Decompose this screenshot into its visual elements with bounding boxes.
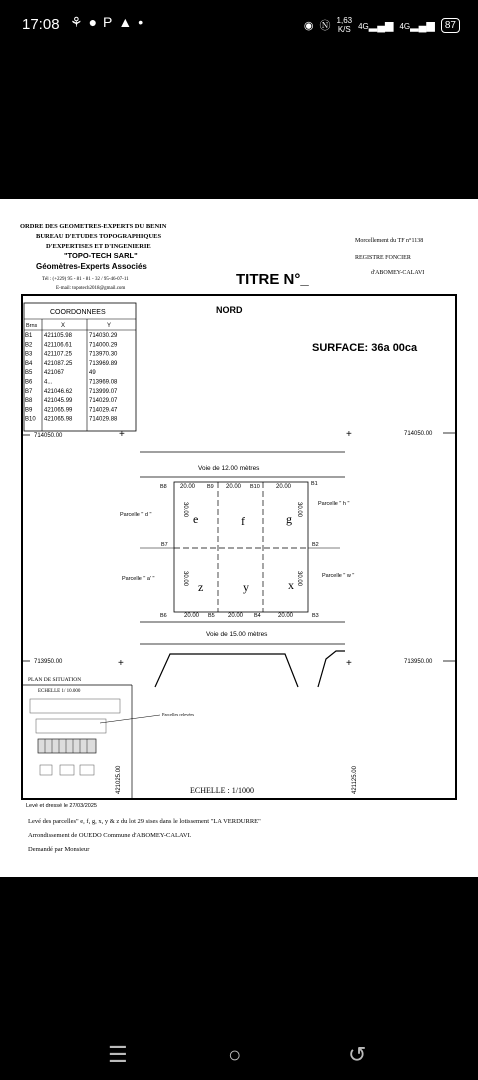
dim-top-3: 20.00	[276, 484, 292, 490]
chat-icon: ●	[88, 14, 104, 30]
coord-cell: 714029.88	[89, 416, 118, 423]
header-right-3: d'ABOMEY-CALAVI	[371, 270, 425, 276]
parcelles-relevees: Parcelles relevées	[162, 712, 195, 717]
vert-coord-left: 421025.00	[116, 765, 122, 794]
signal-icon-1: 4G▂▄▆	[358, 19, 394, 32]
company-email: E-mail: topotech2018@gmail.com	[56, 286, 126, 291]
footer-line-3: Demandé par Monsieur	[28, 846, 90, 853]
lot-z: z	[198, 580, 204, 594]
company-subtitle: Géomètres-Experts Associés	[36, 262, 147, 271]
title-number: TITRE N°_	[236, 271, 309, 288]
coord-cell: 421065.99	[44, 407, 73, 414]
grid-cross-2: +	[346, 429, 352, 440]
parcelle-h: Parcelle " h "	[318, 501, 350, 507]
lot-g: g	[286, 512, 292, 526]
dim-30-3: 30.00	[182, 571, 188, 587]
coord-cell: B5	[25, 370, 33, 377]
org-line-1: ORDRE DES GEOMETRES-EXPERTS DU BENIN	[20, 223, 167, 230]
label-b8: B8	[160, 484, 167, 490]
header-right-2: REGISTRE FONCIER	[355, 255, 411, 261]
parcelle-w: Parcelle " w "	[322, 573, 355, 579]
label-b9: B9	[207, 484, 214, 490]
road-junction-shape	[155, 654, 298, 687]
org-line-2: BUREAU D'ETUDES TOPOGRAPHIQUES	[36, 233, 162, 240]
coord-cell: B10	[25, 416, 36, 423]
grid-cross-3: +	[118, 658, 124, 669]
speed-indicator: 1,63 K/S	[336, 16, 353, 34]
coord-cell: 49	[89, 370, 96, 377]
grid-bottom-left: 713950.00	[34, 659, 63, 665]
lot-y: y	[243, 580, 249, 594]
coord-cell: B7	[25, 388, 33, 395]
coord-cell: B9	[25, 407, 33, 414]
coord-header-x: X	[61, 323, 66, 329]
footer-line-1: Levé des parcelles" e, f, g, x, y & z du lot 29 sises dans le lotissement "LA VERDURRE"	[28, 818, 261, 825]
nfc-icon: Ⓝ	[319, 20, 331, 32]
dim-30-1: 30.00	[182, 502, 188, 518]
parcelle-a: Parcelle " a' "	[122, 576, 155, 582]
coord-cell: 421087.25	[44, 360, 73, 367]
dot-icon: •	[138, 14, 150, 30]
coord-title: COORDONNEES	[50, 309, 106, 316]
org-line-3: D'EXPERTISES ET D'INGENIERIE	[46, 243, 151, 250]
coord-cell: B6	[25, 379, 33, 386]
footer-leve: Levé et dressé le 27/03/2025	[26, 803, 97, 809]
lot-f: f	[241, 514, 245, 528]
situation-plan	[22, 677, 194, 799]
parcelle-d: Parcelle " d "	[120, 512, 152, 518]
company-tel: Tél : (+229) 95 - 81 - 81 - 32 / 95-46-07-11	[42, 277, 129, 282]
dim-30-4: 30.00	[296, 571, 302, 587]
notification-icons	[70, 14, 149, 31]
label-b6: B6	[160, 613, 167, 619]
dim-top-2: 20.00	[226, 484, 242, 490]
dim-30-2: 30.00	[296, 502, 302, 518]
coordinates-table	[24, 303, 136, 431]
document-image[interactable]	[0, 199, 478, 877]
label-b7: B7	[161, 542, 168, 548]
coord-cell: 714000.29	[89, 342, 118, 349]
home-button[interactable]: ○	[228, 1042, 242, 1067]
coord-cell: 421067	[44, 370, 65, 377]
coord-cell: 714029.07	[89, 398, 118, 405]
coord-cell: 713999.07	[89, 388, 118, 395]
dim-bot-1: 20.00	[184, 613, 200, 619]
echelle-label: ECHELLE : 1/1000	[190, 786, 254, 795]
coord-cell: 421045.99	[44, 398, 73, 405]
coord-cell: 713969.08	[89, 379, 118, 386]
coord-cell: 421105.98	[44, 333, 72, 339]
status-right	[304, 16, 460, 34]
header-right-1: Morcellement du TF n°1138	[355, 238, 424, 244]
coord-header-y: Y	[107, 323, 112, 329]
north-label: NORD	[216, 305, 243, 315]
grid-top-left: 714050.00	[34, 433, 63, 439]
recent-apps-button[interactable]: ☰	[108, 1042, 128, 1067]
parking-icon: P	[103, 14, 119, 30]
surface-label: SURFACE: 36a 00ca	[312, 342, 418, 354]
label-b1: B1	[311, 481, 318, 487]
coord-cell: 421107.25	[44, 351, 72, 358]
coord-header-brns: Brns	[26, 323, 38, 329]
coord-cell: B1	[25, 333, 33, 339]
coord-cell: 421065.98	[44, 416, 73, 423]
coord-cell: 714030.29	[89, 333, 118, 339]
label-b3: B3	[312, 613, 319, 619]
label-b10: B10	[250, 484, 260, 490]
alarm-icon: ◉	[303, 19, 314, 32]
signal-icon-2: 4G▂▄▆	[399, 19, 435, 32]
situation-scale: ECHELLE 1/ 10.000	[38, 689, 81, 694]
coord-cell: 714029.47	[89, 407, 118, 414]
navigation-bar	[0, 1020, 478, 1080]
coord-cell: 713970.30	[89, 351, 118, 358]
dim-bot-2: 20.00	[228, 613, 244, 619]
footer-line-2: Arrondissement de OUEDO Commune d'ABOMEY-CALAVI.	[28, 832, 192, 839]
coord-cell: B8	[25, 398, 33, 405]
label-b4: B4	[254, 613, 261, 619]
call-icon: ⚘	[70, 14, 89, 30]
company-name: "TOPO-TECH SARL"	[64, 251, 138, 260]
coord-cell: 713969.89	[89, 360, 118, 367]
lot-e: e	[193, 512, 199, 526]
coord-cell: 421046.62	[44, 388, 73, 395]
grid-top-right: 714050.00	[404, 431, 433, 437]
dim-bot-3: 20.00	[278, 613, 294, 619]
vert-coord-right: 421125.00	[352, 766, 358, 794]
warning-icon: ▲	[118, 14, 139, 30]
label-b5: B5	[208, 613, 215, 619]
lot-x: x	[288, 578, 294, 592]
back-button[interactable]: ↺	[348, 1042, 367, 1067]
battery-icon: 87	[441, 18, 460, 33]
status-bar	[0, 0, 478, 52]
road-curve-shape	[318, 651, 345, 687]
coord-cell: 4...	[44, 379, 53, 386]
coord-cell: B3	[25, 351, 33, 358]
situation-title: PLAN DE SITUATION	[28, 677, 82, 683]
grid-cross-1: +	[119, 429, 125, 440]
lots-block	[140, 482, 340, 612]
grid-cross-4: +	[346, 658, 352, 669]
coord-cell: 421106.61	[44, 342, 72, 349]
coord-cell: B2	[25, 342, 33, 349]
plan-svg	[0, 199, 478, 877]
label-b2: B2	[312, 542, 319, 548]
grid-bottom-right: 713950.00	[404, 659, 433, 665]
coord-cell: B4	[25, 360, 33, 367]
dim-top-1: 20.00	[180, 484, 196, 490]
road-top-label: Voie de 12.00 mètres	[198, 465, 260, 472]
status-time: 17:08	[22, 16, 60, 33]
road-bottom-label: Voie de 15.00 mètres	[206, 631, 268, 638]
